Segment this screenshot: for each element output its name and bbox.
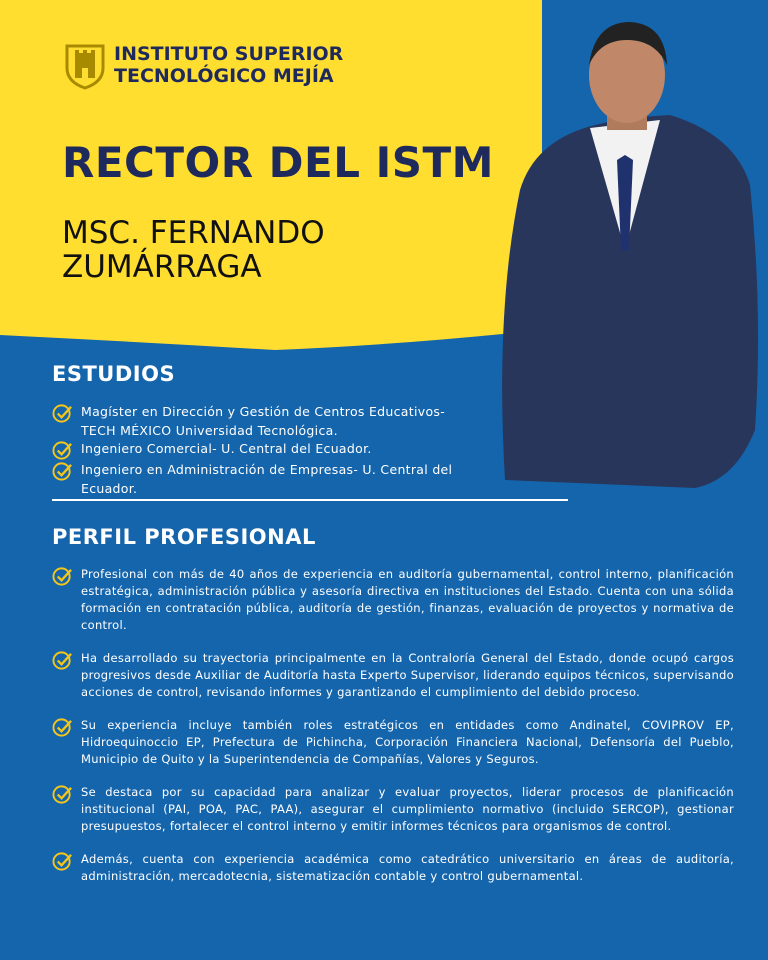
estudio-text: Ingeniero Comercial- U. Central del Ecuador. [81, 441, 372, 456]
check-circle-icon [52, 566, 73, 587]
list-item [52, 403, 472, 440]
person-name: MSC. FERNANDO ZUMÁRRAGA [62, 215, 325, 285]
check-circle-icon [52, 784, 73, 805]
estudios-heading: ESTUDIOS [52, 362, 176, 386]
check-circle-icon [52, 461, 73, 482]
check-circle-icon [52, 717, 73, 738]
check-circle-icon [52, 650, 73, 671]
rector-portrait [495, 10, 763, 490]
institution-name-line1: INSTITUTO SUPERIOR [114, 43, 344, 65]
list-item [52, 440, 472, 461]
list-item [52, 784, 734, 835]
perfil-list [52, 566, 734, 901]
list-item [52, 461, 472, 498]
perfil-text: Se destaca por su capacidad para analizar y evaluar proyectos, liderar procesos de planificación institucional (PAI, POA, PAC, PAA), asegurar el cumplimiento normativo (incluido SERCOP), gestionar presupuestos, fortalecer el control interno y emitir informes técnicos para organismos de control. [81, 785, 734, 833]
institution-logo [64, 40, 343, 90]
list-item [52, 851, 734, 885]
list-item [52, 717, 734, 768]
estudio-text: Ingeniero en Administración de Empresas- U. Central del Ecuador. [81, 462, 453, 496]
perfil-text: Además, cuenta con experiencia académica como catedrático universitario en áreas de auditoría, administración, mercadotecnia, sistematización contable y control gubernamental. [81, 852, 734, 883]
estudio-text: Magíster en Dirección y Gestión de Centros Educativos- TECH MÉXICO Universidad Tecnológica. [81, 404, 446, 438]
list-item [52, 566, 734, 634]
check-circle-icon [52, 440, 73, 461]
perfil-heading: PERFIL PROFESIONAL [52, 525, 316, 549]
check-circle-icon [52, 851, 73, 872]
perfil-text: Profesional con más de 40 años de experiencia en auditoría gubernamental, control interno, planificación estratégica, administración pública y asesoría directiva en instituciones del Estado. Cuenta con una sólida formación en contratación pública, auditoría de gestión, finanzas, evaluación de proyectos y normativa de control. [81, 567, 734, 632]
list-item [52, 650, 734, 701]
institution-name-line2: TECNOLÓGICO MEJÍA [114, 65, 334, 87]
perfil-text: Ha desarrollado su trayectoria principalmente en la Contraloría General del Estado, donde ocupó cargos progresivos desde Auxiliar de Auditoría hasta Experto Supervisor, liderando equipos técnicos, supervisando acciones de control, revisando informes y garantizando el cumplimiento del debido proceso. [81, 651, 734, 699]
check-circle-icon [52, 403, 73, 424]
perfil-text: Su experiencia incluye también roles estratégicos en entidades como Andinatel, COVIPROV EP, Hidroequinoccio EP, Prefectura de Pichincha, Corporación Financiera Nacional, Defensoría del Pueblo, Municipio de Quito y la Superintendencia de Compañías, Valores y Seguros. [81, 718, 734, 766]
divider [52, 499, 568, 501]
estudios-list [52, 403, 472, 498]
page-title: RECTOR DEL ISTM [62, 138, 494, 187]
castle-shield-icon [64, 40, 106, 90]
